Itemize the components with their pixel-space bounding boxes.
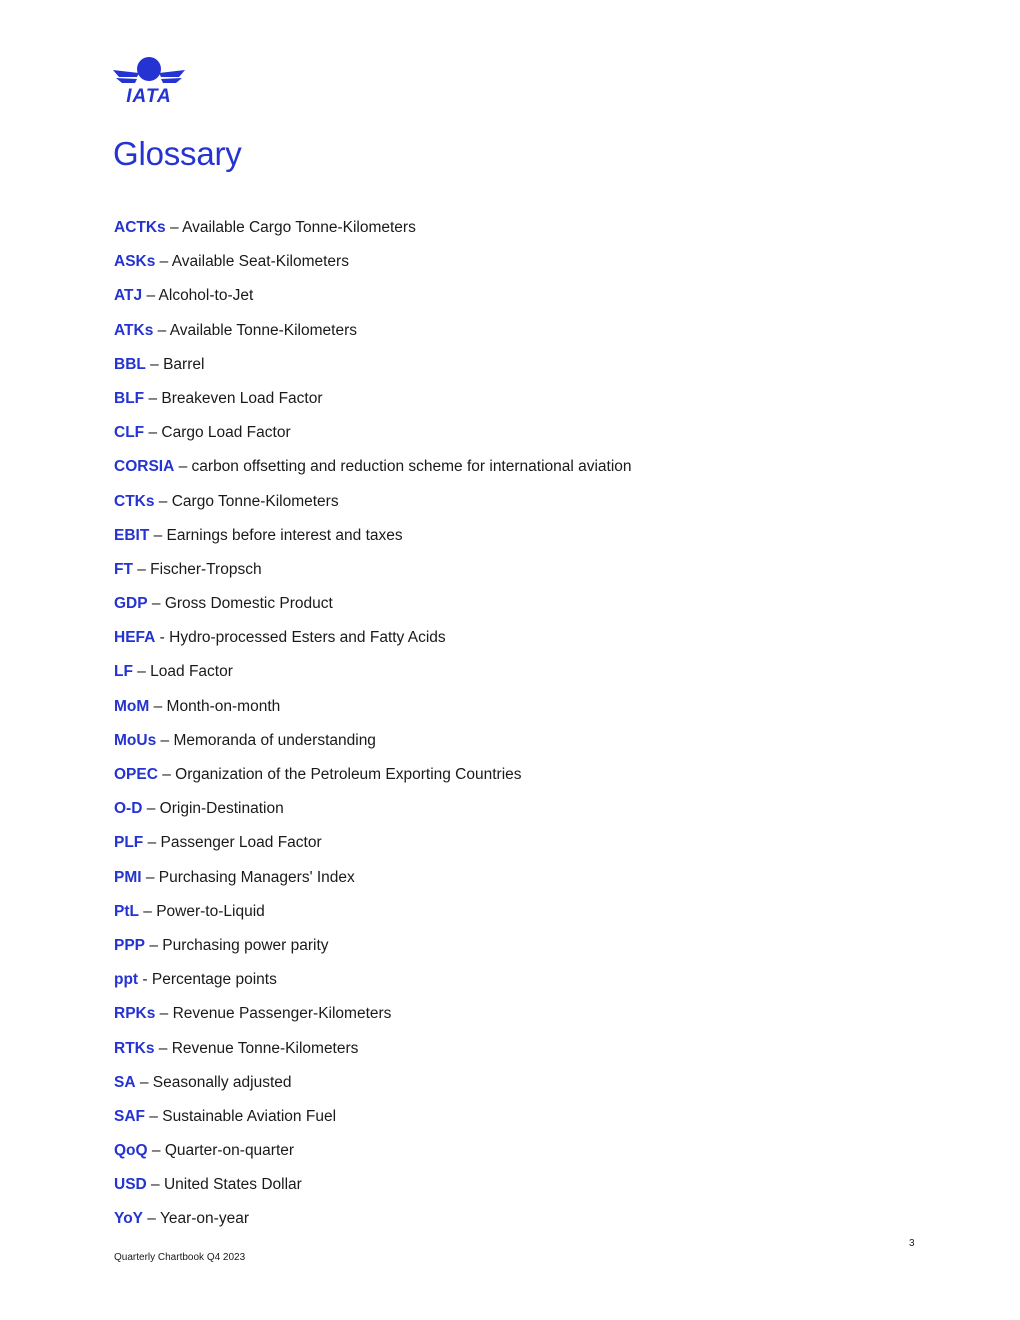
glossary-separator: – bbox=[155, 1005, 173, 1023]
logo-wordmark: IATA bbox=[126, 86, 172, 104]
glossary-separator: – bbox=[154, 492, 172, 510]
glossary-separator: – bbox=[165, 219, 183, 236]
glossary-separator: – bbox=[146, 1176, 164, 1194]
glossary-term: OPEC bbox=[114, 766, 158, 783]
glossary-term: SA bbox=[114, 1073, 136, 1091]
glossary-entry bbox=[114, 797, 632, 831]
glossary-entry bbox=[114, 1173, 632, 1207]
glossary-definition: Earnings before interest and taxes bbox=[166, 526, 403, 544]
glossary-term: YoY bbox=[114, 1210, 143, 1228]
glossary-separator: – bbox=[132, 663, 151, 681]
glossary-definition: Breakeven Load Factor bbox=[161, 389, 323, 407]
glossary-definition: Sustainable Aviation Fuel bbox=[162, 1107, 337, 1125]
glossary-entry bbox=[114, 558, 632, 592]
glossary-entry bbox=[114, 968, 632, 1002]
glossary-definition: Percentage points bbox=[151, 971, 277, 989]
glossary-term: CORSIA bbox=[114, 458, 175, 476]
page-number: 3 bbox=[909, 1238, 915, 1249]
glossary-separator: – bbox=[147, 595, 165, 613]
glossary-entry bbox=[114, 250, 632, 284]
glossary-definition: Memoranda of understanding bbox=[173, 731, 376, 749]
iata-logo bbox=[113, 56, 187, 104]
glossary-definition: Revenue Tonne-Kilometers bbox=[171, 1039, 359, 1057]
glossary-term: O-D bbox=[114, 800, 143, 818]
glossary-separator: – bbox=[143, 1210, 160, 1228]
glossary-separator: – bbox=[144, 424, 162, 442]
glossary-entry bbox=[114, 524, 632, 558]
glossary-separator: – bbox=[138, 902, 157, 920]
glossary-term: PLF bbox=[114, 834, 144, 852]
glossary-entry bbox=[114, 353, 632, 387]
glossary-definition: Cargo Tonne-Kilometers bbox=[171, 492, 339, 510]
glossary-entry bbox=[114, 319, 632, 353]
glossary-separator: – bbox=[147, 1142, 165, 1160]
glossary-entry bbox=[114, 660, 632, 694]
glossary-separator: – bbox=[145, 936, 163, 954]
glossary-definition: Fischer-Tropsch bbox=[150, 560, 262, 578]
glossary-term: BBL bbox=[114, 355, 146, 373]
glossary-separator: – bbox=[143, 834, 161, 852]
glossary-term: USD bbox=[114, 1176, 147, 1194]
glossary-term: FT bbox=[114, 560, 133, 578]
glossary-term: BLF bbox=[114, 389, 145, 407]
glossary-term: SAF bbox=[114, 1107, 145, 1125]
glossary-entry bbox=[114, 831, 632, 865]
glossary-term: CLF bbox=[114, 424, 145, 442]
glossary-definition: carbon offsetting and reduction scheme for international aviation bbox=[191, 458, 632, 476]
glossary-definition: Purchasing power parity bbox=[162, 936, 329, 954]
glossary-separator: – bbox=[149, 526, 167, 544]
glossary-definition: Year-on-year bbox=[159, 1210, 249, 1228]
glossary-definition: Power-to-Liquid bbox=[156, 902, 265, 920]
glossary-entry bbox=[114, 729, 632, 763]
glossary-definition: Seasonally adjusted bbox=[152, 1073, 292, 1091]
glossary-definition: Alcohol-to-Jet bbox=[158, 287, 254, 305]
glossary-separator: – bbox=[141, 868, 159, 886]
glossary-separator: – bbox=[142, 287, 159, 305]
glossary-term: PtL bbox=[114, 902, 139, 920]
glossary-definition: Gross Domestic Product bbox=[164, 595, 333, 613]
glossary-definition: Available Seat-Kilometers bbox=[171, 253, 349, 271]
glossary-separator: – bbox=[174, 458, 192, 476]
glossary-definition: Hydro-processed Esters and Fatty Acids bbox=[169, 629, 446, 647]
glossary-definition: Barrel bbox=[163, 355, 205, 373]
glossary-term: MoM bbox=[114, 697, 150, 715]
glossary-separator: – bbox=[142, 800, 160, 818]
glossary-definition: Available Cargo Tonne-Kilometers bbox=[182, 219, 416, 236]
glossary-entry bbox=[114, 284, 632, 318]
glossary-entry bbox=[114, 1037, 632, 1071]
glossary-definition: Month-on-month bbox=[166, 697, 281, 715]
logo-left-wing bbox=[113, 70, 139, 77]
glossary-list bbox=[114, 216, 632, 1242]
glossary-separator: – bbox=[156, 731, 174, 749]
glossary-entry bbox=[114, 626, 632, 660]
glossary-definition: United States Dollar bbox=[163, 1176, 302, 1194]
logo-right-wing bbox=[159, 70, 185, 77]
glossary-entry bbox=[114, 216, 632, 250]
glossary-entry bbox=[114, 695, 632, 729]
glossary-separator: – bbox=[135, 1073, 153, 1091]
glossary-entry bbox=[114, 1207, 632, 1241]
glossary-term: CTKs bbox=[114, 492, 155, 510]
glossary-term: HEFA bbox=[114, 629, 156, 647]
glossary-entry bbox=[114, 592, 632, 626]
glossary-entry bbox=[114, 900, 632, 934]
glossary-term: ATJ bbox=[114, 287, 143, 305]
glossary-entry bbox=[114, 1105, 632, 1139]
glossary-term: ATKs bbox=[114, 321, 154, 339]
glossary-separator: - bbox=[138, 971, 152, 989]
glossary-entry bbox=[114, 763, 632, 797]
glossary-separator: – bbox=[144, 389, 162, 407]
glossary-definition: Quarter-on-quarter bbox=[164, 1142, 295, 1160]
glossary-separator: – bbox=[157, 766, 176, 783]
glossary-definition: Purchasing Managers' Index bbox=[158, 868, 355, 886]
glossary-entry bbox=[114, 1139, 632, 1173]
page-title: Glossary bbox=[113, 135, 242, 172]
glossary-entry bbox=[114, 490, 632, 524]
glossary-entry bbox=[114, 934, 632, 968]
glossary-term: ACTKs bbox=[114, 219, 166, 236]
glossary-separator: - bbox=[155, 629, 170, 647]
glossary-term: GDP bbox=[114, 595, 148, 613]
glossary-separator: – bbox=[145, 1107, 163, 1125]
glossary-term: EBIT bbox=[114, 526, 150, 544]
glossary-definition: Organization of the Petroleum Exporting Countries bbox=[175, 766, 522, 783]
glossary-entry bbox=[114, 1071, 632, 1105]
glossary-definition: Available Tonne-Kilometers bbox=[169, 321, 357, 339]
glossary-separator: – bbox=[153, 321, 170, 339]
logo-globe bbox=[137, 57, 161, 81]
glossary-term: MoUs bbox=[114, 731, 157, 749]
glossary-entry bbox=[114, 421, 632, 455]
glossary-term: ASKs bbox=[114, 253, 156, 271]
glossary-definition: Revenue Passenger-Kilometers bbox=[172, 1005, 392, 1023]
glossary-entry bbox=[114, 387, 632, 421]
glossary-separator: – bbox=[154, 1039, 172, 1057]
glossary-separator: – bbox=[149, 697, 167, 715]
glossary-term: ppt bbox=[114, 971, 139, 989]
glossary-term: RTKs bbox=[114, 1039, 155, 1057]
glossary-separator: – bbox=[132, 560, 151, 578]
glossary-separator: – bbox=[145, 355, 164, 373]
glossary-term: PMI bbox=[114, 868, 142, 886]
glossary-term: QoQ bbox=[114, 1142, 148, 1160]
glossary-term: RPKs bbox=[114, 1005, 156, 1023]
glossary-definition: Passenger Load Factor bbox=[160, 834, 322, 852]
glossary-term: LF bbox=[114, 663, 133, 681]
footer-publication: Quarterly Chartbook Q4 2023 bbox=[114, 1252, 246, 1263]
glossary-entry bbox=[114, 455, 632, 489]
glossary-definition: Load Factor bbox=[150, 663, 233, 681]
glossary-definition: Origin-Destination bbox=[159, 800, 284, 818]
glossary-definition: Cargo Load Factor bbox=[161, 424, 291, 442]
glossary-entry bbox=[114, 1002, 632, 1036]
glossary-term: PPP bbox=[114, 936, 146, 954]
glossary-separator: – bbox=[155, 253, 172, 271]
glossary-entry bbox=[114, 866, 632, 900]
